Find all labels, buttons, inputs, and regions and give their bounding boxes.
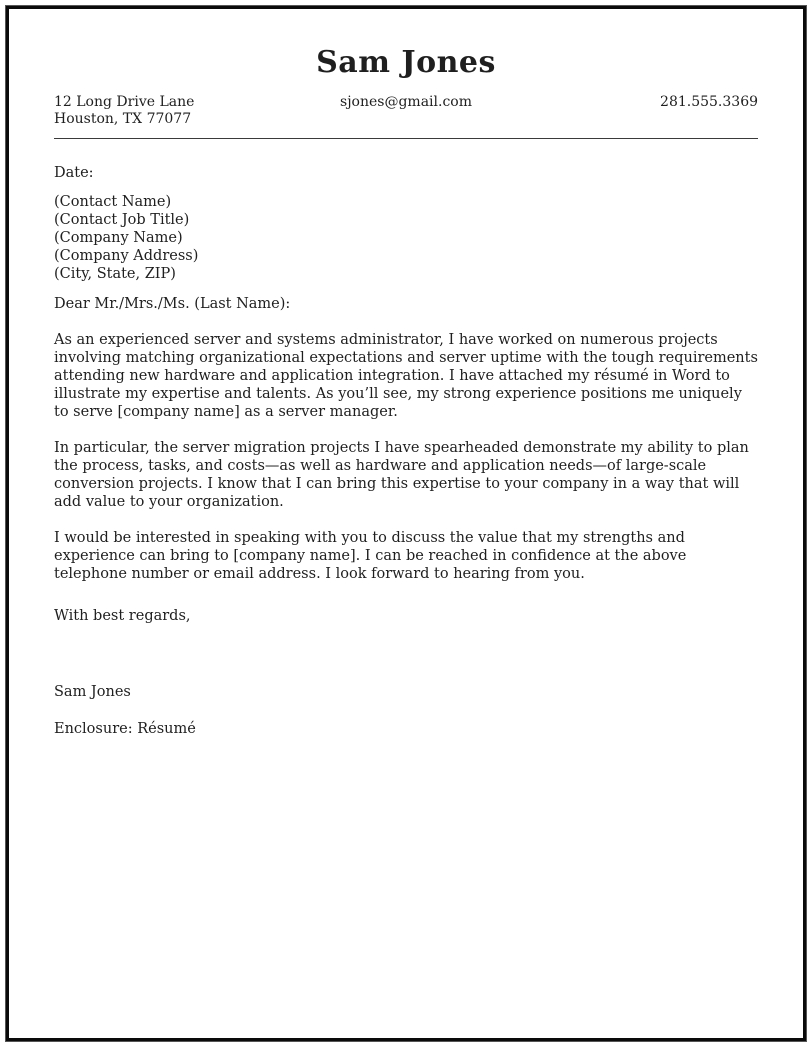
sender-address [54,94,289,128]
sender-phone: 281.555.3369 [660,94,759,110]
header-divider [54,138,758,139]
recipient-city-state-zip: (City, State, ZIP) [54,266,176,282]
salutation: Dear Mr./Mrs./Ms. (Last Name): [54,296,291,312]
sender-email: sjones@gmail.com [340,94,472,110]
sender-address-line1: 12 Long Drive Lane [54,94,195,110]
signature-name: Sam Jones [54,684,131,700]
date-line: Date: [54,165,94,181]
sender-address-line2: Houston, TX 77077 [54,111,192,127]
recipient-job-title: (Contact Job Title) [54,212,190,228]
sender-name: Sam Jones [316,45,496,80]
letter-content [9,9,803,1038]
closing-line: With best regards, [54,608,191,624]
recipient-block [54,193,758,283]
letter-header [54,45,758,139]
body-paragraph-1: As an experienced server and systems administrator, I have worked on numerous projects involving matching organizational expectations and server uptime with the tough requirements attending new hardware and application integration. I have attached my résumé in Word to illustrate my expertise and talents. As you’ll see, my strong experience positions me uniquely to serve [company name] as a server manager. [54,332,758,420]
enclosure-line: Enclosure: Résumé [54,721,196,737]
body-paragraph-3: I would be interested in speaking with you to discuss the value that my strengths and experience can bring to [company name]. I can be reached in confidence at the above telephone number or email address. I look forward to hearing from you. [54,530,687,582]
recipient-contact-name: (Contact Name) [54,194,172,210]
letter-body [54,164,758,738]
body-paragraph-2: In particular, the server migration projects I have spearheaded demonstrate my ability to plan the process, tasks, and costs—as well as hardware and application needs—of large-scale conversion projects. I know that I can bring this expertise to your company in a way that will add value to your organization. [54,440,749,510]
recipient-company-address: (Company Address) [54,248,199,264]
recipient-company-name: (Company Name) [54,230,183,246]
contact-row [54,94,758,128]
